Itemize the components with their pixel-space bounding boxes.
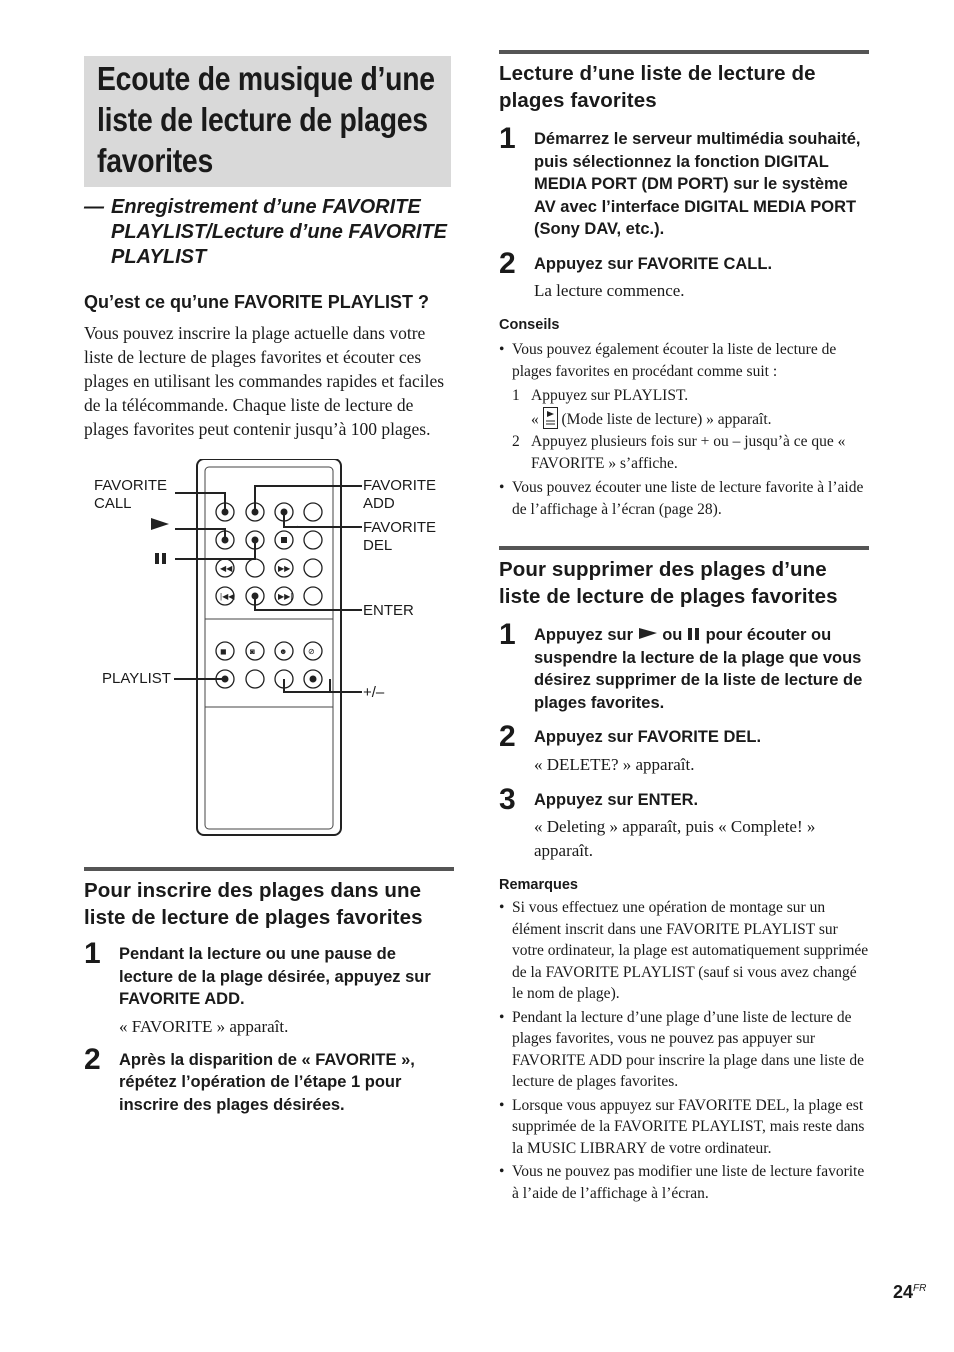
- step-number: 2: [499, 246, 516, 280]
- label-favorite-del: [363, 519, 436, 555]
- note-item: • Lorsque vous appuyez sur FAVORITE DEL, la plage est supprimée de la FAVORITE PLAYLIST, mais reste dans la MUSIC LIBRARY de votre ordinateur.: [499, 1095, 869, 1160]
- svg-text:☻: ☻: [279, 647, 288, 656]
- step-instruction: Appuyez sur FAVORITE CALL.: [534, 254, 773, 273]
- svg-text:◙: ◙: [250, 647, 255, 656]
- page-subtitle: [84, 195, 454, 270]
- right-column: [499, 50, 869, 1204]
- page-title-box: [84, 56, 451, 187]
- tips-heading: Conseils: [499, 317, 560, 333]
- playlist-mode-icon: [543, 407, 558, 429]
- step-instruction: Après la disparition de « FAVORITE », répétez l’opération de l’étape 1 pour inscrire des plages désirées.: [119, 1050, 415, 1114]
- label-favorite-del-line1: FAVORITE: [363, 519, 437, 536]
- register-step: [84, 1042, 454, 1117]
- step-instruction: Démarrez le serveur multimédia souhaité, puis sélectionnez la fonction DIGITAL MEDIA PORT (DM PORT) sur le système AV avec l’interface DIGITAL MEDIA PORT (Sony DAV, etc.).: [534, 130, 861, 238]
- tip-item: • Vous pouvez également écouter la liste de lecture de plages favorites en procédant comme suit :: [499, 339, 869, 382]
- remote-control-illustration: [84, 459, 454, 839]
- page-number-value: 24: [893, 1282, 914, 1302]
- notes-heading: Remarques: [499, 877, 578, 893]
- page-title-line: Ecoute de musique d’une: [97, 60, 435, 97]
- label-favorite-del-line2: DEL: [363, 537, 393, 554]
- register-section: [84, 867, 454, 1116]
- subtitle-text: Enregistrement d’une FAVORITE PLAYLIST/Lecture d’une FAVORITE PLAYLIST: [111, 196, 447, 268]
- label-favorite-add-line1: FAVORITE: [363, 477, 437, 494]
- step-number: 2: [499, 720, 516, 753]
- delete-step: [499, 782, 869, 864]
- step-text: ou: [662, 626, 683, 644]
- step-instruction: Appuyez sur FAVORITE DEL.: [534, 728, 762, 746]
- substep-number: 2: [512, 433, 520, 450]
- substep-text-end: (Mode liste de lecture) » apparaît.: [561, 411, 772, 428]
- substep-text-2: [531, 407, 869, 431]
- svg-text:→: →: [292, 521, 300, 530]
- delete-step: [499, 618, 869, 714]
- play-icon: [638, 627, 658, 641]
- what-is-heading: Qu’est ce qu’une FAVORITE PLAYLIST ?: [84, 292, 430, 312]
- step-text: Appuyez sur: [534, 626, 634, 644]
- tip-substep: [499, 385, 869, 431]
- page-lang: FR: [913, 1283, 927, 1294]
- step-result: « FAVORITE » apparaît.: [119, 1016, 289, 1036]
- substep-text: Appuyez plusieurs fois sur + ou – jusqu’à ce que « FAVORITE » s’affiche.: [531, 433, 846, 472]
- step-result: « DELETE? » apparaît.: [534, 754, 695, 774]
- step-result: « Deleting » apparaît, puis « Complete! » apparaît.: [534, 817, 816, 860]
- label-favorite-add-line2: ADD: [363, 495, 395, 512]
- label-playlist: PLAYLIST: [102, 670, 171, 687]
- page-number: [893, 1282, 926, 1303]
- step-text: pour écouter ou suspendre la lecture de la plage que vous désirez supprimer de la liste de lecture de plages favorites.: [534, 626, 863, 712]
- what-is-body: Vous pouvez inscrire la plage actuelle dans votre liste de lecture de plages favorites et écouter ces plages en utilisant les commandes rapides et faciles de la télécommande. Chaque liste de lecture de plages favorites peut contenir jusqu’à 100 plages.: [84, 323, 445, 439]
- delete-step: [499, 720, 869, 777]
- play-step: [499, 122, 869, 241]
- subtitle-dash: —: [84, 196, 104, 218]
- label-enter: ENTER: [363, 602, 414, 619]
- svg-text:|◀◀: |◀◀: [220, 592, 235, 601]
- play-heading: Lecture d’une liste de lecture de plages favorites: [499, 62, 816, 112]
- remote-control-diagram: [84, 459, 454, 839]
- note-item: • Si vous effectuez une opération de montage sur un élément inscrit dans une FAVORITE PLAYLIST sur votre ordinateur, la plage est automatiquement supprimée de la FAVORITE PLAYLIST (sauf si vous avez changé le nom de plage).: [499, 897, 869, 1005]
- page-title-line: liste de lecture de plages: [97, 101, 428, 138]
- svg-text:◀◀: ◀◀: [220, 564, 233, 573]
- play-section: [499, 50, 869, 520]
- note-item: • Pendant la lecture d’une plage d’une liste de lecture de plages favorites, vous ne pouvez pas appuyer sur FAVORITE ADD pour inscrire la plage dans une liste de lecture de plages favorites.: [499, 1007, 869, 1093]
- step-result: La lecture commence.: [534, 281, 685, 300]
- label-plus-minus: +/–: [363, 684, 385, 701]
- step-instruction: [534, 624, 869, 714]
- svg-text:◼: ◼: [220, 647, 227, 656]
- step-number: 2: [84, 1042, 101, 1076]
- label-favorite-call-line1: FAVORITE: [94, 477, 168, 494]
- play-step: [499, 246, 869, 304]
- substep-text: Appuyez sur PLAYLIST.: [531, 387, 689, 404]
- step-number: 3: [499, 782, 516, 816]
- label-favorite-add: [363, 477, 436, 513]
- tip-substep: [499, 431, 869, 475]
- delete-section: [499, 546, 869, 1204]
- page-title-line: favorites: [97, 142, 213, 179]
- quote-open: «: [531, 411, 539, 428]
- note-item: • Vous ne pouvez pas modifier une liste de lecture favorite à l’aide de l’affichage à l’écran.: [499, 1161, 869, 1204]
- label-favorite-call-line2: CALL: [94, 495, 132, 512]
- step-number: 1: [499, 122, 516, 155]
- step-instruction: Appuyez sur ENTER.: [534, 790, 699, 809]
- svg-text:▶▶|: ▶▶|: [278, 592, 293, 601]
- play-icon: [151, 518, 169, 530]
- step-number: 1: [84, 937, 101, 970]
- substep-number: 1: [512, 387, 520, 404]
- register-heading: Pour inscrire des plages dans une liste de lecture de plages favorites: [84, 879, 423, 929]
- step-instruction: Pendant la lecture ou une pause de lecture de la plage désirée, appuyez sur FAVORITE ADD.: [119, 945, 431, 1008]
- register-step: [84, 937, 454, 1039]
- tip-item: • Vous pouvez écouter une liste de lecture favorite à l’aide de l’affichage à l’écran (page 28).: [499, 477, 869, 520]
- svg-text:⊘: ⊘: [308, 647, 315, 656]
- left-column: [84, 56, 454, 1116]
- delete-heading: Pour supprimer des plages d’une liste de lecture de plages favorites: [499, 558, 838, 608]
- step-number: 1: [499, 618, 516, 651]
- svg-text:▶▶: ▶▶: [278, 564, 291, 573]
- label-favorite-call: [94, 477, 167, 513]
- pause-icon: [687, 627, 701, 641]
